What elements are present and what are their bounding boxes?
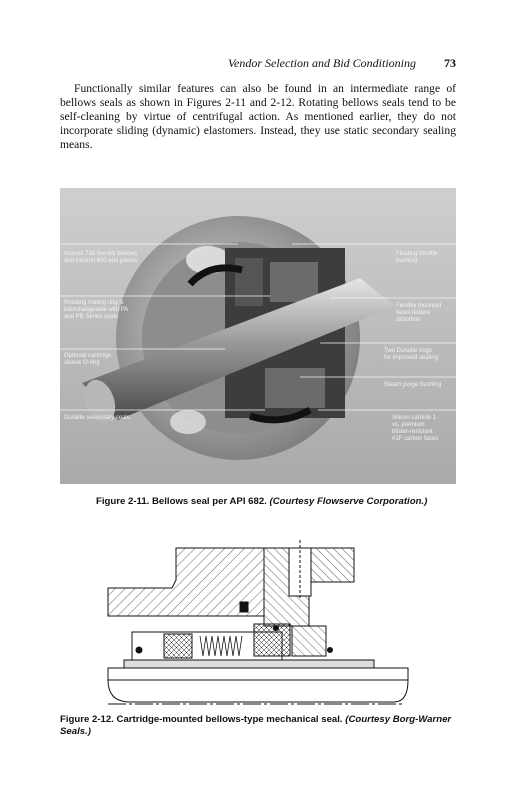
- shaft-end: [108, 680, 408, 702]
- body-paragraph: Functionally similar features can also be found in an intermediate range of bellows seals as shown in Figures 2-11 and 2-12. Rotating bellows seals tend to be self-cleaning by virtue of centrifugal action. As mentioned earlier, they do not incorporate sliding (dynamic) elastomers. Instead, they use static secondary sealing means.: [60, 82, 456, 151]
- page-number: 73: [444, 56, 456, 70]
- svg-text:Silicon carbide 1vs. premiumbl: [392, 415, 438, 442]
- label-left: and PB Series seals: [64, 314, 119, 320]
- label-right: distortion: [396, 317, 421, 323]
- o-ring: [274, 626, 279, 631]
- label-right: Floating throttle: [396, 251, 438, 257]
- label-right: Two Duralite rings: [384, 348, 433, 354]
- caption-text: Cartridge-mounted bellows-type mechanical seal.: [116, 714, 343, 725]
- o-ring: [136, 647, 142, 653]
- caption-number: Figure 2-11.: [96, 496, 150, 507]
- label-right: blister-resistant: [392, 429, 433, 435]
- label-left: Duralite secondary seals: [64, 415, 130, 421]
- figure-2-11-caption: [96, 496, 436, 508]
- label-left: sleeve O-ring: [64, 360, 100, 366]
- o-ring: [240, 602, 248, 612]
- cartridge-seal-drawing: [104, 540, 416, 708]
- label-left: Rotating mating ring is: [64, 300, 124, 306]
- label-right: Silicon carbide 1: [392, 415, 437, 421]
- svg-text:Inconel 718 two-ply bellowsand: [64, 251, 137, 264]
- seal-face: [254, 624, 290, 656]
- svg-text:Steam purge bushing: [384, 382, 441, 388]
- caption-number: Figure 2-12.: [60, 714, 114, 725]
- label-left: Inconel 718 two-ply bellows: [64, 251, 138, 257]
- label-right: for improved sealing: [384, 355, 439, 361]
- svg-text:Two Duralite ringsfor improved: [384, 348, 438, 361]
- bellows-seal-photo: [60, 188, 456, 484]
- label-right: #1F carbon faces: [392, 436, 439, 442]
- label-right: bushing: [396, 258, 418, 264]
- caption-credit: (Courtesy Borg-Warner Seals.): [60, 714, 452, 737]
- running-title: Vendor Selection and Bid Conditioning: [228, 56, 416, 70]
- label-right: vs. premium: [392, 422, 425, 428]
- label-right: Flexibly mounted: [396, 303, 442, 309]
- page-header: [60, 56, 456, 72]
- o-ring: [328, 648, 333, 653]
- figure-2-12-caption: [60, 714, 456, 738]
- sleeve: [124, 660, 374, 668]
- caption-credit: (Courtesy Flowserve Corporation.): [269, 496, 428, 507]
- svg-text:Duralite secondary seals: [64, 415, 130, 421]
- label-left: interchangeable with PA: [64, 307, 129, 313]
- caption-text: Bellows seal per API 682.: [152, 496, 267, 507]
- label-left: Optional cartridge: [64, 353, 112, 359]
- shaft: [108, 668, 408, 680]
- label-right: Steam purge bushing: [384, 382, 442, 388]
- label-right: faces reduce: [396, 310, 431, 316]
- label-left: and Inconel 600 end pieces: [64, 258, 138, 264]
